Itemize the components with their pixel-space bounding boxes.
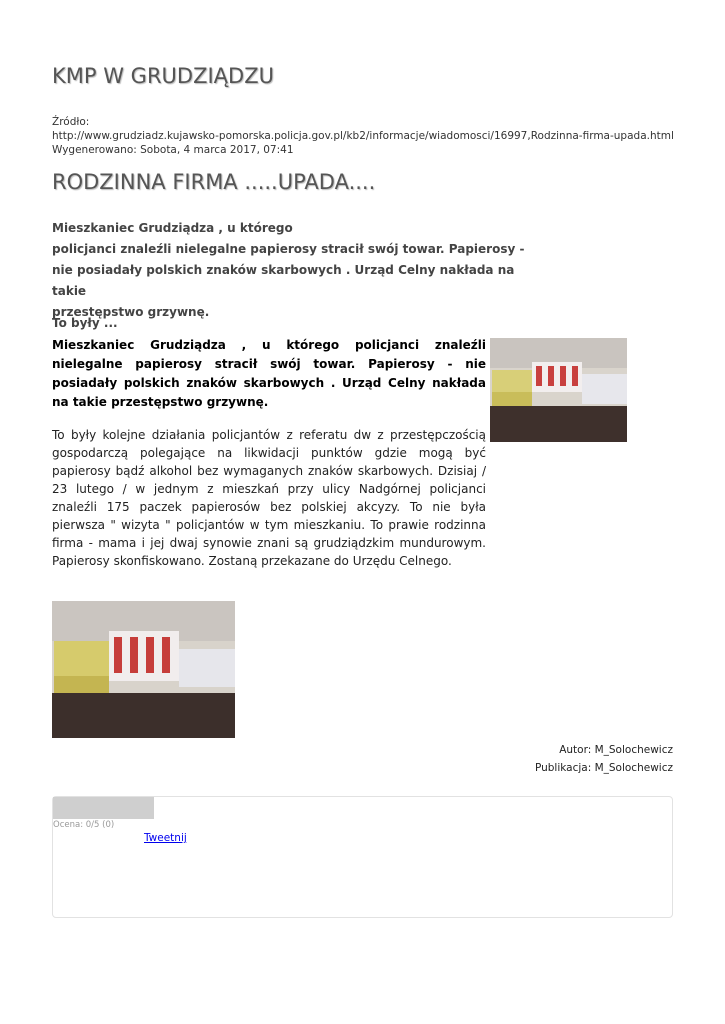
article-intro: Mieszkaniec Grudziądza , u którego policjanci znaleźli nielegalne papierosy stracił swój towar. Papierosy - nie posiadały polskich znaków skarbowych . Urząd Celny nakłada na takie przestępstwo grzywnę.: [52, 338, 486, 409]
article-teaser: To były ...: [52, 316, 118, 330]
cigarettes-photo-image: [490, 338, 627, 442]
rating-label: Ocena: 0/5 (0): [53, 820, 115, 830]
cigarettes-photo-large[interactable]: [52, 601, 235, 738]
cigarettes-photo-thumbnail[interactable]: [490, 338, 627, 442]
site-title: KMP W GRUDZIĄDZU: [52, 64, 274, 88]
author-name: Autor: M_Solochewicz: [559, 744, 673, 756]
lead-line: Mieszkaniec Grudziądza , u którego: [52, 221, 293, 235]
author-info: [535, 741, 673, 777]
lead-line: policjanci znaleźli nielegalne papierosy stracił swój towar. Papierosy -: [52, 242, 525, 256]
source-meta: [52, 115, 674, 157]
article-title: RODZINNA FIRMA .....UPADA....: [52, 170, 376, 194]
source-url: http://www.grudziadz.kujawsko-pomorska.policja.gov.pl/kb2/informacje/wiadomosci/16997,Rodzinna-firma-upada.html: [52, 130, 674, 142]
generated-date: Wygenerowano: Sobota, 4 marca 2017, 07:41: [52, 144, 294, 156]
article-lead: [52, 218, 532, 323]
source-label: Źródło:: [52, 116, 90, 128]
cigarettes-photo-image: [52, 601, 235, 738]
lead-line: przestępstwo grzywnę.: [52, 305, 210, 319]
article-body: To były kolejne działania policjantów z referatu dw z przestępczością gospodarczą polegające na likwidacji punktów gdzie mogą być papierosy bądź alkohol bez wymaganych znaków skarbowych. Dzisiaj / 23 lutego / w jednym z mieszkań przy ulicy Nadgórnej policjanci znaleźli 175 paczek papierosów bez polskiej akcyzy. To nie była pierwsza " wizyta " policjantów w tym mieszkaniu. To prawie rodzinna firma - mama i jej dwaj synowie znani są grudziądzkim mundurowym. Papierosy skonfiskowano. Zostaną przekazane do Urzędu Celnego.: [52, 428, 486, 568]
publication-name: Publikacja: M_Solochewicz: [534, 762, 673, 774]
lead-line: nie posiadały polskich znaków skarbowych . Urząd Celny nakłada na takie: [52, 263, 515, 298]
tweet-link[interactable]: Tweetnij: [144, 832, 187, 844]
rating-bar[interactable]: [53, 797, 154, 819]
rating-box: [52, 796, 673, 918]
